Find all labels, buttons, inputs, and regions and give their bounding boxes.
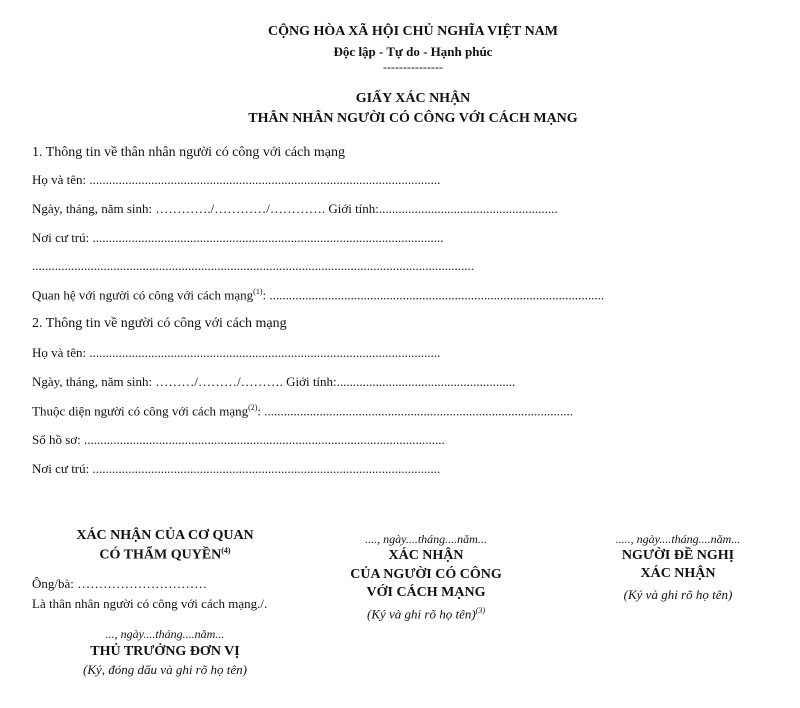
- relation-dots: : .......................................................................................................: [262, 287, 605, 303]
- category-field: [32, 403, 573, 419]
- authority-subtitle-text: CÓ THẨM QUYỀN: [99, 547, 222, 563]
- footnote-3: (3): [475, 606, 485, 615]
- merit-confirmation-line2: CỦA NGƯỜI CÓ CÔNG: [350, 567, 502, 582]
- section-2-heading: 2. Thông tin về người có công với cách mạng: [32, 316, 287, 331]
- merit-confirmation-line3: VỚI CÁCH MẠNG: [366, 585, 486, 600]
- right-date-line: ....., ngày....tháng....năm...: [615, 532, 741, 546]
- person-field: Ông/bà: …………………………: [32, 576, 208, 591]
- relative-dob-gender-field: Ngày, tháng, năm sinh: …………./…………/…………. Giới tính:.......................................................: [32, 201, 558, 216]
- section-1-heading: 1. Thông tin về thân nhân người có công với cách mạng: [32, 145, 345, 160]
- category-label: Thuộc diện người có công với cách mạng: [32, 403, 249, 419]
- left-date-line: ..., ngày....tháng....năm...: [105, 627, 225, 641]
- file-number-field: Số hồ sơ: ...............................................................................................................: [32, 432, 445, 447]
- applicant-title-line2: XÁC NHẬN: [640, 566, 716, 581]
- category-dots: : ...............................................................................................: [257, 403, 574, 419]
- authority-confirmation-subtitle: [40, 546, 290, 564]
- relation-label: Quan hệ với người có công với cách mạng: [32, 287, 254, 303]
- middle-date-line: ...., ngày....tháng....năm...: [365, 532, 487, 546]
- authority-confirmation-title: XÁC NHẬN CỦA CƠ QUAN: [76, 528, 254, 543]
- national-motto: Độc lập - Tự do - Hạnh phúc: [333, 44, 493, 59]
- country-name: CỘNG HÒA XÃ HỘI CHỦ NGHĨA VIỆT NAM: [267, 24, 558, 39]
- right-sign-note: (Ký và ghi rõ họ tên): [623, 587, 733, 602]
- merit-person-dob-gender-field: Ngày, tháng, năm sinh: ………/………/………. Giới tính:.......................................................: [32, 374, 516, 389]
- unit-head-title: THỦ TRƯỞNG ĐƠN VỊ: [90, 644, 240, 659]
- footnote-4: (4): [221, 546, 231, 555]
- middle-sign-note: [326, 606, 526, 622]
- merit-person-residence-field: Nơi cư trú: ...........................................................................................................: [32, 461, 441, 476]
- left-sign-note: (Ký, đóng dấu và ghi rõ họ tên): [83, 662, 247, 677]
- header-separator: ---------------: [383, 60, 443, 74]
- relation-statement: Là thân nhân người có công với cách mạng./.: [32, 596, 268, 611]
- footnote-1: (1): [253, 287, 263, 296]
- relative-residence-continued: ........................................................................................................................................: [32, 258, 474, 273]
- applicant-title: NGƯỜI ĐỀ NGHỊ: [621, 548, 735, 563]
- relation-field: [32, 287, 604, 303]
- middle-sign-note-text: (Ký và ghi rõ họ tên): [367, 606, 476, 622]
- merit-person-name-field: Họ và tên: ............................................................................................................: [32, 345, 441, 360]
- footnote-2: (2): [248, 403, 258, 412]
- document-subtitle: THÂN NHÂN NGƯỜI CÓ CÔNG VỚI CÁCH MẠNG: [248, 111, 578, 126]
- relative-name-field: Họ và tên: ............................................................................................................: [32, 172, 441, 187]
- document-title: GIẤY XÁC NHẬN: [355, 91, 471, 106]
- merit-confirmation-title: XÁC NHẬN: [388, 548, 464, 563]
- relative-residence-field: Nơi cư trú: ............................................................................................................: [32, 230, 444, 245]
